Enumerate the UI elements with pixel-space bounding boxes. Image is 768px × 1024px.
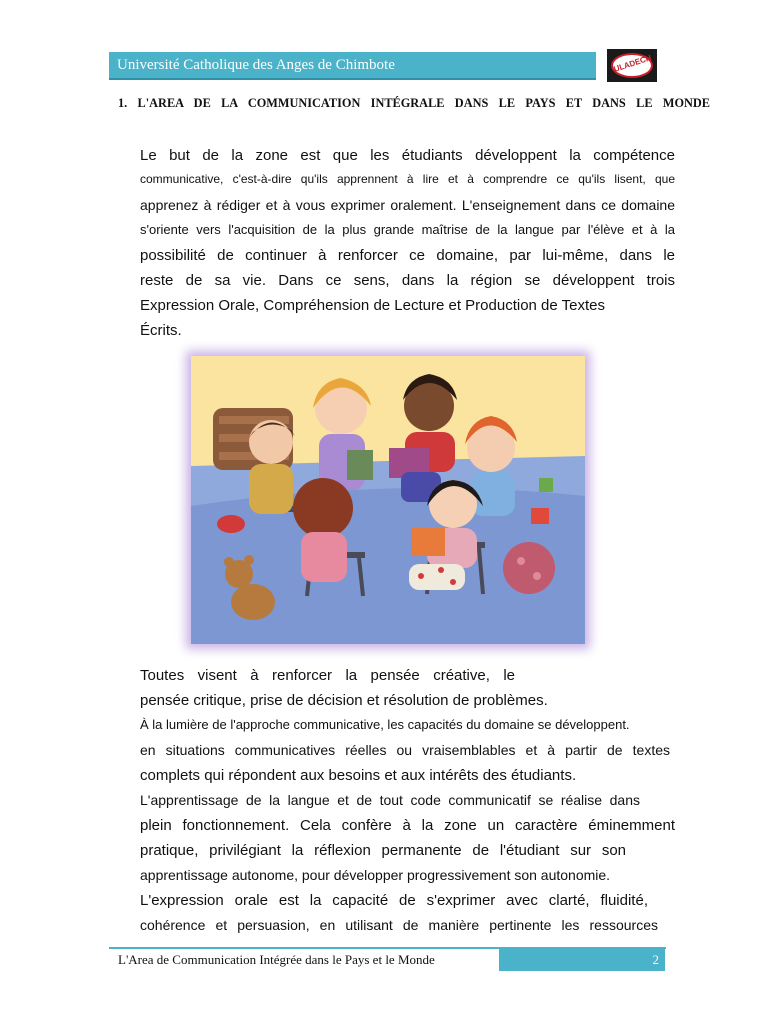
- text-line: communicative, c'est-à-dire qu'ils apprennent à lire et à comprendre ce qu'ils lisent, que: [140, 172, 675, 186]
- text-line: s'oriente vers l'acquisition de la plus grande maîtrise de la langue par l'élève et à la: [140, 222, 675, 237]
- text-line: apprenez à rédiger et à vous exprimer oralement. L'enseignement dans ce domaine: [140, 197, 675, 213]
- text-line: Le but de la zone est que les étudiants développent la compétence: [140, 147, 675, 164]
- text-line: en situations communicatives réelles ou vraisemblables et à partir de textes: [140, 742, 670, 758]
- text-line: possibilité de continuer à renforcer ce domaine, par lui-même, dans le: [140, 247, 675, 264]
- text-line: pratique, privilégiant la réflexion permanente de l'étudiant sur son: [140, 842, 626, 859]
- footer-title: L'Area de Communication Intégrée dans le Pays et le Monde: [118, 952, 435, 967]
- text-line: L'expression orale est la capacité de s'exprimer avec clarté, fluidité,: [140, 892, 648, 909]
- children-reading-illustration: [191, 356, 585, 644]
- text-line: reste de sa vie. Dans ce sens, dans la région se développent trois: [140, 272, 675, 289]
- header-bar: [109, 52, 596, 80]
- text-line: L'apprentissage de la langue et de tout code communicatif se réalise dans: [140, 792, 640, 808]
- text-line: complets qui répondent aux besoins et aux intérêts des étudiants.: [140, 767, 577, 784]
- text-line: apprentissage autonome, pour développer progressivement son autonomie.: [140, 867, 611, 883]
- text-line: pensée critique, prise de décision et résolution de problèmes.: [140, 692, 548, 709]
- paragraph-intro: [140, 146, 675, 346]
- text-line: Expression Orale, Compréhension de Lecture et Production de Textes: [140, 297, 605, 314]
- section-title: 1. L'AREA DE LA COMMUNICATION INTÉGRALE DANS LE PAYS ET DANS LE MONDE: [118, 96, 710, 110]
- text-line: Toutes visent à renforcer la pensée créative, le: [140, 667, 515, 684]
- text-line: plein fonctionnement. Cela confère à la zone un caractère éminemment: [140, 817, 675, 834]
- footer-page-box: [499, 949, 665, 971]
- paragraph-development: [140, 666, 675, 941]
- page-number: 2: [652, 952, 659, 967]
- text-line: À la lumière de l'approche communicative, les capacités du domaine se développent.: [140, 717, 630, 732]
- text-line: cohérence et persuasion, en utilisant de manière pertinente les ressources: [140, 917, 658, 933]
- university-logo: [607, 49, 657, 82]
- university-name: Université Catholique des Anges de Chimbote: [117, 57, 395, 73]
- logo-text: ULADECH: [612, 53, 653, 74]
- text-line: Écrits.: [140, 322, 182, 339]
